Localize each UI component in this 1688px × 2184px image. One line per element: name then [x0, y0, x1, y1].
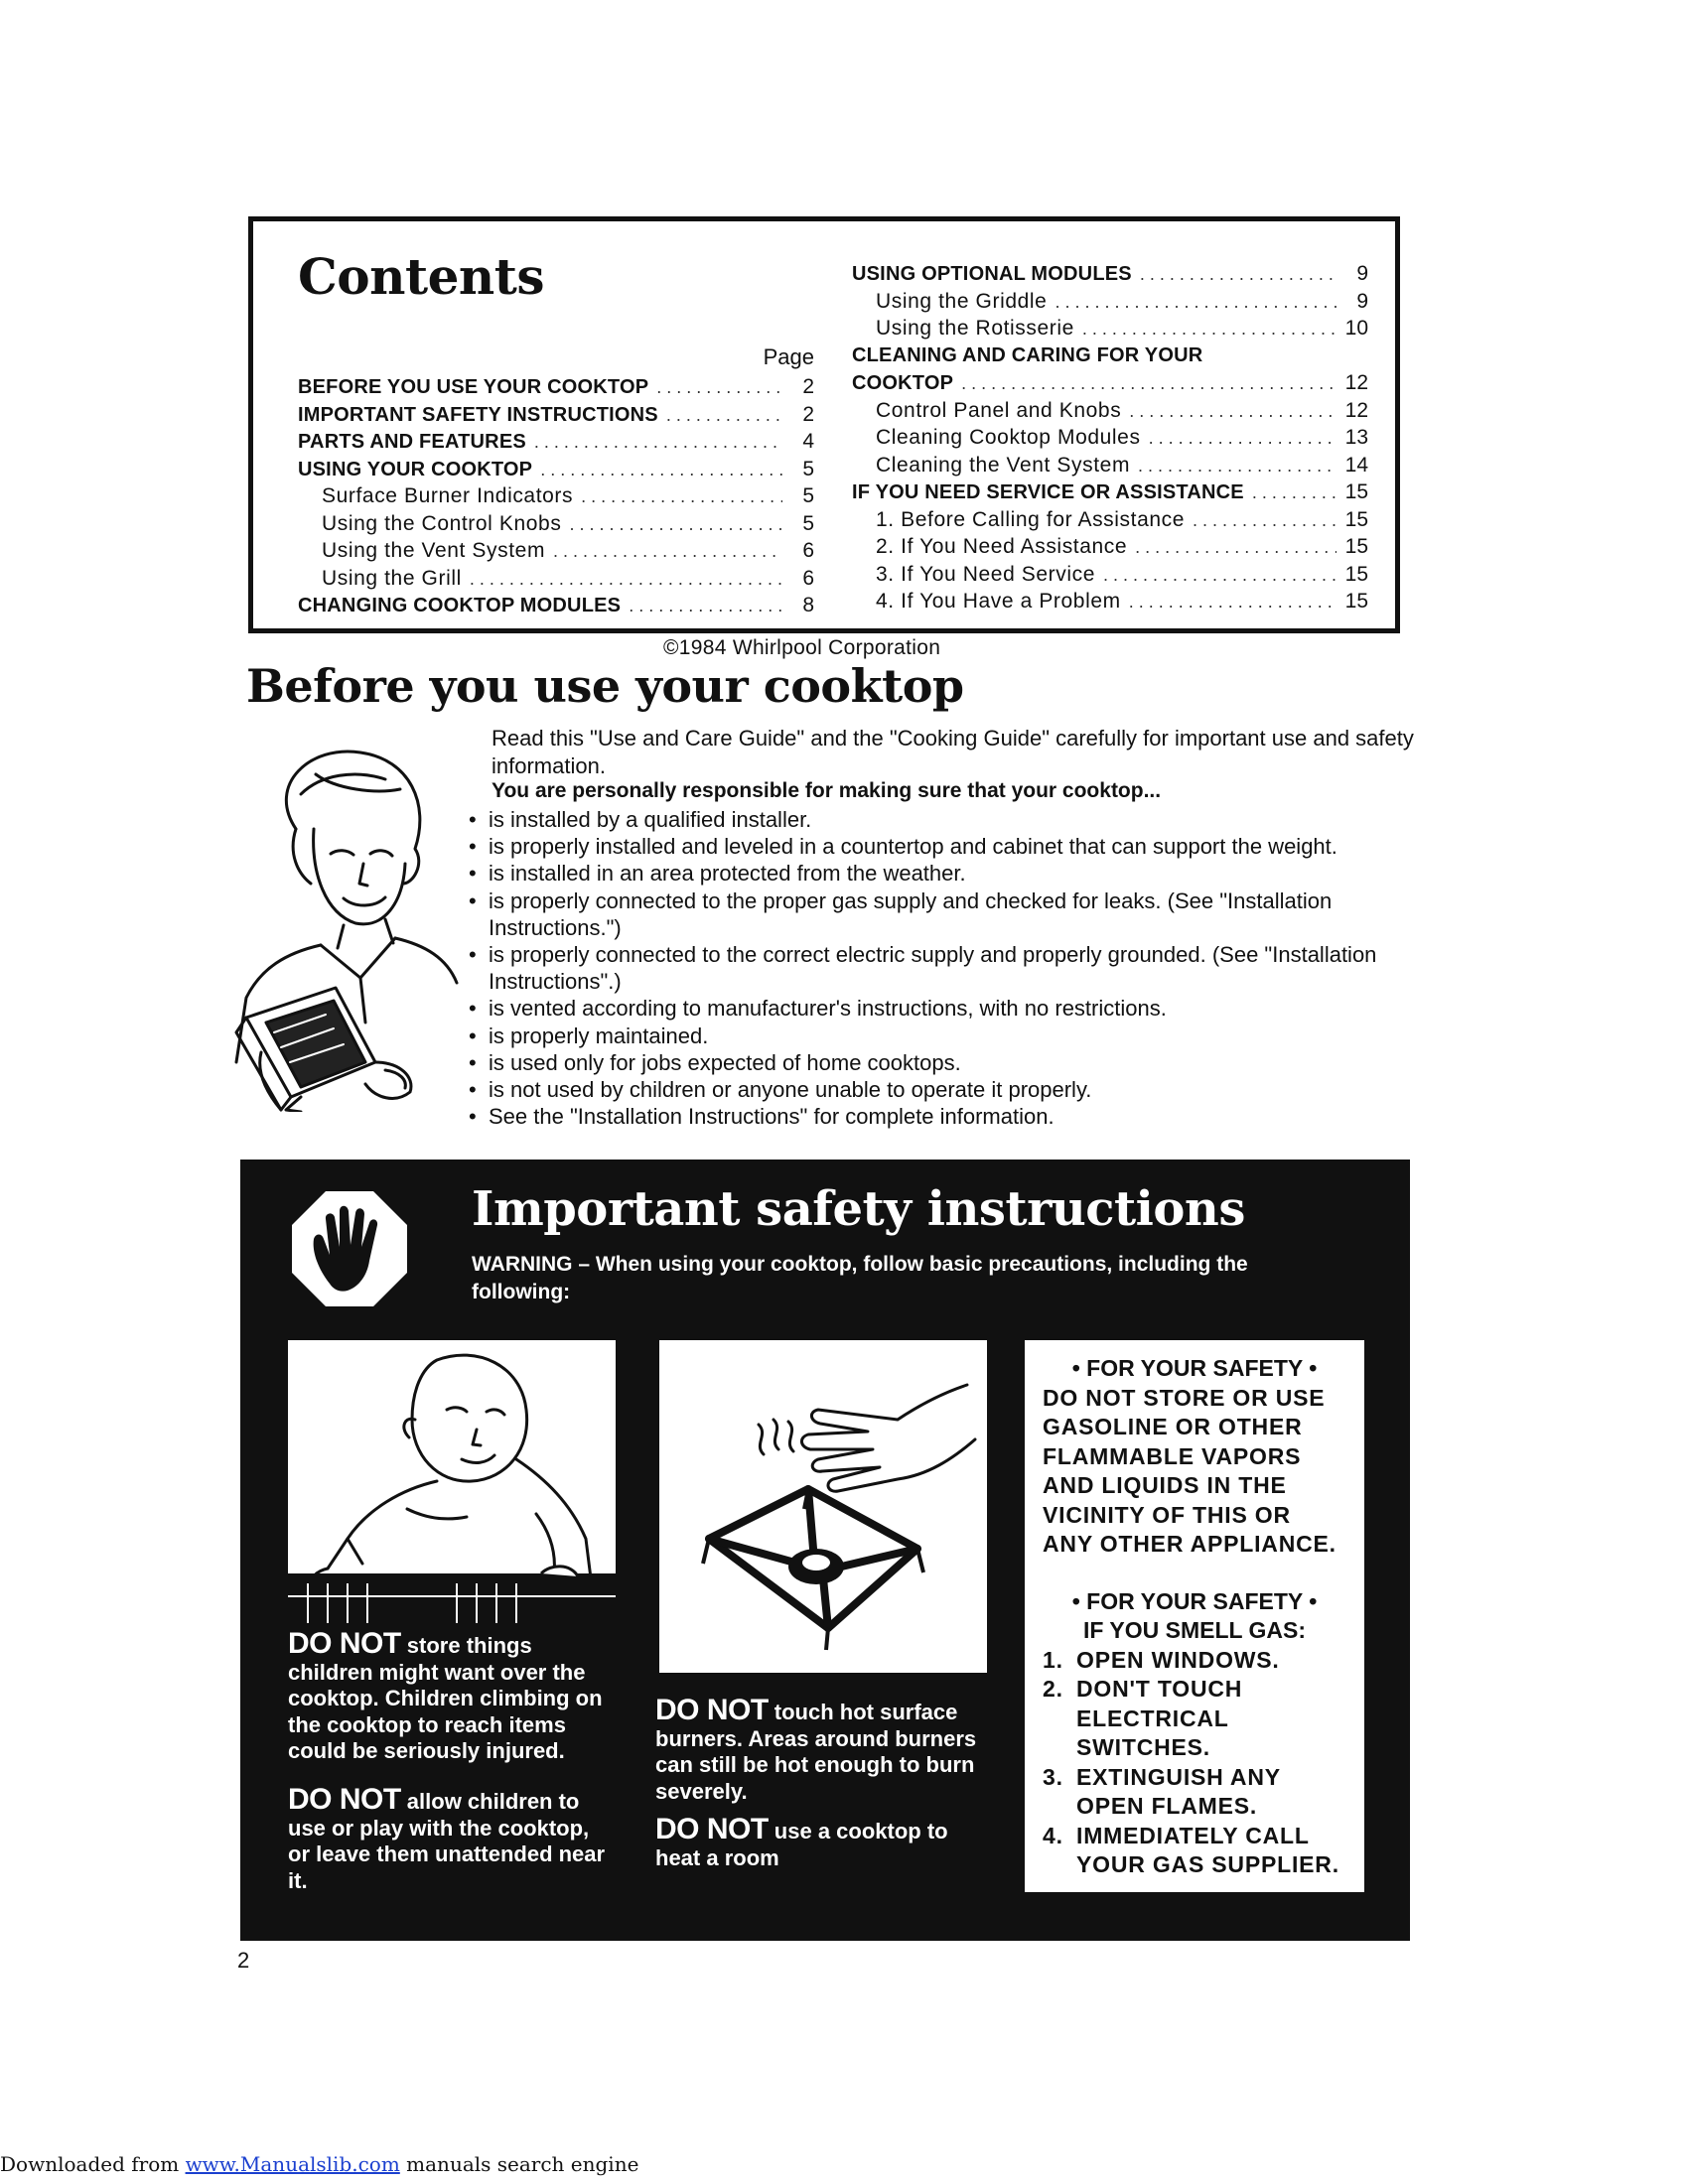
toc-entry-page: 15 — [1344, 507, 1368, 531]
toc-entry-page: 15 — [1344, 535, 1368, 558]
do-not-label: DO NOT — [288, 1627, 401, 1660]
do-not-label: DO NOT — [288, 1783, 401, 1816]
toc-entry-page: 10 — [1344, 317, 1368, 340]
toc-entry-label: COOKTOP — [852, 372, 954, 394]
warning-text: touch hot surface burners. Areas around burners can still be hot enough to burn severely. — [655, 1700, 977, 1804]
toc-entry-label: Using the Control Knobs — [322, 511, 562, 535]
toc-entry-page: 15 — [1344, 562, 1368, 586]
do-not-label: DO NOT — [655, 1813, 769, 1845]
smell-gas-heading: IF YOU SMELL GAS: — [1082, 1617, 1307, 1643]
toc-entry-page: 6 — [802, 539, 814, 562]
copyright-notice: ©1984 Whirlpool Corporation — [663, 636, 941, 659]
list-item: • See the "Installation Instructions" for complete information. — [467, 1103, 1415, 1130]
toc-entry[interactable] — [298, 375, 814, 403]
toc-entry[interactable] — [852, 563, 1368, 591]
gas-step: 3. EXTINGUISH ANY OPEN FLAMES. — [1043, 1763, 1281, 1819]
toc-entry-label: 2. If You Need Assistance — [876, 535, 1128, 558]
toc-entry-label: PARTS AND FEATURES — [298, 431, 526, 453]
woman-reading-guide-illustration — [226, 735, 465, 1112]
warning-heat-room — [655, 1813, 998, 1871]
safety-warning: WARNING – When using your cooktop, follow basic precautions, including the following: — [472, 1253, 1248, 1303]
toc-entry[interactable] — [298, 484, 814, 512]
toc-entry[interactable] — [852, 371, 1368, 399]
toc-entry-label: 4. If You Have a Problem — [876, 590, 1121, 613]
toc-entry[interactable] — [852, 535, 1368, 563]
toc-entry-page: 9 — [1356, 289, 1368, 313]
safety-instructions-panel — [240, 1160, 1410, 1941]
toc-entry-page: 5 — [802, 457, 814, 480]
toc-entry-label: Using the Griddle — [876, 289, 1048, 313]
safety-box-heading: • FOR YOUR SAFETY • — [1071, 1355, 1318, 1381]
toc-entry[interactable] — [852, 399, 1368, 427]
toc-entry-label: Control Panel and Knobs — [876, 398, 1122, 422]
toc-entry-label: IF YOU NEED SERVICE OR ASSISTANCE — [852, 481, 1244, 503]
hand-over-hot-burner-illustration — [659, 1340, 987, 1673]
toc-entry-label: Cleaning the Vent System — [876, 453, 1131, 477]
toc-entry[interactable] — [852, 290, 1368, 318]
toc-entry-page: 15 — [1344, 480, 1368, 503]
toc-entry[interactable] — [852, 480, 1368, 508]
toc-entry-page: 9 — [1356, 262, 1368, 285]
manualslib-link[interactable]: www.Manualslib.com — [185, 2152, 400, 2176]
toc-entry-page: 2 — [802, 375, 814, 398]
toc-entry-page: 6 — [802, 566, 814, 590]
toc-entry[interactable] — [298, 594, 814, 621]
warning-text: store things children might want over the cooktop. Children climbing on the cooktop to reach items could be seriously injured. — [288, 1633, 603, 1763]
toc-entry-label: IMPORTANT SAFETY INSTRUCTIONS — [298, 403, 658, 426]
toc-entry-page: 15 — [1344, 590, 1368, 613]
toc-entry-label: Using the Rotisserie — [876, 317, 1074, 340]
gas-step: 2. DON'T TOUCH ELECTRICAL SWITCHES. — [1043, 1676, 1243, 1760]
list-item: • is properly maintained. — [467, 1023, 1415, 1049]
toc-entry[interactable] — [298, 567, 814, 595]
gas-step: 4. IMMEDIATELY CALL YOUR GAS SUPPLIER. — [1043, 1822, 1339, 1877]
toc-entry[interactable] — [298, 458, 814, 485]
toc-entry-label: Surface Burner Indicators — [322, 484, 574, 507]
toc-entry[interactable] — [852, 344, 1368, 372]
do-not-label: DO NOT — [655, 1694, 769, 1726]
responsibility-statement: You are personally responsible for making sure that your cooktop... — [492, 779, 1162, 802]
toc-entry-label: CHANGING COOKTOP MODULES — [298, 595, 622, 616]
gas-step: 1. OPEN WINDOWS. — [1043, 1646, 1280, 1673]
list-item: • is not used by children or anyone unable to operate it properly. — [467, 1076, 1415, 1103]
safety-box-heading: • FOR YOUR SAFETY • — [1071, 1587, 1318, 1614]
footer-suffix: manuals search engine — [399, 2152, 639, 2176]
toc-entry[interactable] — [852, 454, 1368, 481]
list-item: • is properly connected to the proper gas supply and checked for leaks. (See "Installation Instructions.") — [467, 887, 1415, 941]
toc-entry-page: 13 — [1344, 426, 1368, 449]
toc-entry-label: Using the Grill — [322, 566, 462, 590]
toc-entry[interactable] — [852, 426, 1368, 454]
toc-entry-page: 5 — [802, 484, 814, 507]
contents-box — [248, 216, 1400, 633]
toc-entry[interactable] — [298, 539, 814, 567]
toc-entry-page: 14 — [1344, 453, 1368, 477]
warning-children-play — [288, 1783, 616, 1894]
toc-right-column — [852, 262, 1368, 617]
list-item: • is installed by a qualified installer. — [467, 806, 1415, 833]
intro-text: Read this "Use and Care Guide" and the "Cooking Guide" carefully for important use and safety information. — [492, 726, 1414, 778]
toc-entry-label: 1. Before Calling for Assistance — [876, 507, 1186, 531]
section-title-before-use: Before you use your cooktop — [246, 659, 964, 713]
list-item: • is properly installed and leveled in a countertop and cabinet that can support the weight. — [467, 833, 1415, 860]
page-column-label: Page — [763, 344, 814, 369]
toc-entry-page: 5 — [802, 511, 814, 535]
toc-entry-label: Using the Vent System — [322, 539, 546, 562]
toc-entry-label: 3. If You Need Service — [876, 562, 1096, 586]
page-number: 2 — [237, 1948, 250, 1973]
child-climbing-cooktop-illustration — [288, 1340, 616, 1628]
intro-paragraph — [492, 725, 1415, 779]
list-item: • is installed in an area protected from the weather. — [467, 860, 1415, 887]
toc-entry-page: 8 — [802, 594, 814, 616]
download-footer — [0, 2152, 638, 2176]
requirements-list — [467, 806, 1415, 1130]
toc-entry-label: BEFORE YOU USE YOUR COOKTOP — [298, 376, 649, 398]
gas-safety-box — [1025, 1340, 1364, 1892]
warning-text: use a cooktop to heat a room — [655, 1819, 948, 1870]
warning-hot-burners — [655, 1694, 998, 1805]
list-item: • is used only for jobs expected of home cooktops. — [467, 1049, 1415, 1076]
toc-entry-page: 12 — [1344, 371, 1368, 394]
toc-entry-label: USING YOUR COOKTOP — [298, 458, 533, 480]
stop-hand-icon — [290, 1189, 409, 1308]
toc-entry[interactable] — [852, 317, 1368, 344]
toc-entry-label: Cleaning Cooktop Modules — [876, 426, 1141, 449]
footer-prefix: Downloaded from — [0, 2152, 186, 2176]
toc-left-column — [298, 375, 814, 621]
contents-title: Contents — [298, 247, 545, 306]
toc-entry[interactable] — [298, 430, 814, 458]
safety-title: Important safety instructions — [472, 1181, 1245, 1237]
toc-entry[interactable] — [298, 512, 814, 540]
warning-text: allow children to use or play with the cooktop, or leave them unattended near it. — [288, 1789, 606, 1893]
toc-entry-page: 12 — [1344, 398, 1368, 422]
toc-entry[interactable] — [298, 403, 814, 431]
warning-store-things — [288, 1627, 616, 1765]
flammable-vapors-warning: DO NOT STORE OR USE GASOLINE OR OTHER FLAMMABLE VAPORS AND LIQUIDS IN THE VICINITY OF THIS OR ANY OTHER APPLIANCE. — [1043, 1384, 1336, 1557]
toc-entry[interactable] — [852, 590, 1368, 617]
toc-entry-page: 4 — [802, 430, 814, 453]
toc-entry[interactable] — [852, 508, 1368, 536]
list-item: • is vented according to manufacturer's instructions, with no restrictions. — [467, 995, 1415, 1022]
list-item: • is properly connected to the correct electric supply and properly grounded. (See "Installation Instructions".) — [467, 941, 1415, 995]
toc-entry[interactable] — [852, 262, 1368, 290]
toc-entry-label: USING OPTIONAL MODULES — [852, 263, 1132, 285]
toc-entry-page: 2 — [802, 402, 814, 426]
toc-entry-label: CLEANING AND CARING FOR YOUR — [852, 343, 1203, 366]
